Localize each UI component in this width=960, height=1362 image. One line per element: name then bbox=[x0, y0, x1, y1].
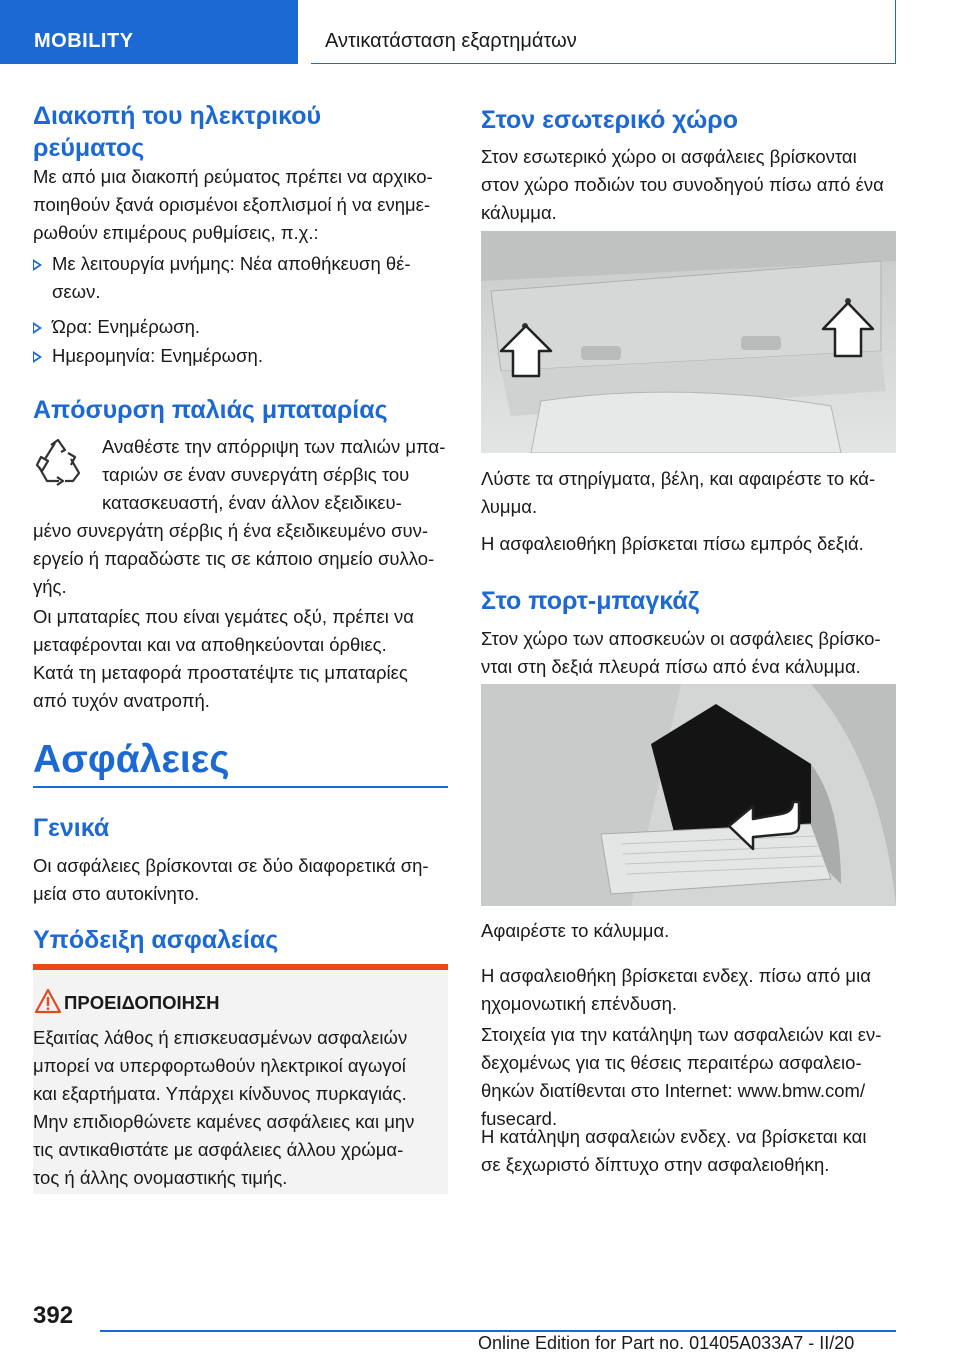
header-title: Αντικατάσταση εξαρτημάτων bbox=[325, 30, 577, 52]
fuses-heading: Ασφάλειες bbox=[33, 738, 230, 781]
trunk-p2: Η ασφαλειοθήκη βρίσκεται ενδεχ. πίσω από μια ηχομονωτική επένδυση. bbox=[481, 965, 871, 1014]
interior-text: Στον εσωτερικό χώρο οι ασφάλειες βρίσκονται στον χώρο ποδιών του συνοδηγού πίσω από ένα κάλυμμα. bbox=[481, 146, 884, 223]
warning-triangle-icon bbox=[34, 988, 62, 1014]
safety-hint-heading: Υπόδειξη ασφαλείας bbox=[33, 926, 279, 954]
footer-edition: Online Edition for Part no. 01405A033A7 - II/20 bbox=[478, 1333, 855, 1353]
header-section-tab bbox=[0, 0, 298, 64]
trunk-fuse-photo bbox=[481, 684, 896, 906]
header-section-label: MOBILITY bbox=[34, 30, 134, 52]
general-heading: Γενικά bbox=[33, 814, 110, 842]
trunk-heading: Στο πορτ-μπαγκάζ bbox=[481, 587, 700, 615]
battery-text-full: μένο συνεργάτη σέρβις ή ένα εξειδικευμένο συν- εργείο ή παραδώστε τις σε κάποιο σημείο συλλο- γής. bbox=[33, 520, 435, 597]
battery-text-2: Οι μπαταρίες που είναι γεμάτες οξύ, πρέπει να μεταφέρονται και να αποθηκεύονται όρθιες. Κατά τη μεταφορά προστατέψτε τις μπαταρίες από τυχόν ανατροπή. bbox=[33, 606, 414, 711]
trunk-text: Στον χώρο των αποσκευών οι ασφάλειες βρίσκο- νται στη δεξιά πλευρά πίσω από ένα κάλυμμα. bbox=[481, 628, 881, 677]
warning-text: Εξαιτίας λάθος ή επισκευασμένων ασφαλειών μπορεί να υπερφορτωθούν ηλεκτρικοί αγωγοί και εξαρτήματα. Υπάρχει κίνδυνος πυρκαγιάς. Μην επιδιορθώνετε καμένες ασφάλειες και μην τις αντικαθιστάτε με ασφάλειες άλλου χρώμα- τος ή άλλης ονομαστικής τιμής. bbox=[33, 1027, 415, 1188]
interior-after-img: Λύστε τα στηρίγματα, βέλη, και αφαιρέστε το κά- λυμμα. bbox=[481, 468, 876, 517]
power-cut-heading: Διακοπή του ηλεκτρικού ρεύματος bbox=[33, 102, 322, 162]
trunk-p4: Η κατάληψη ασφαλειών ενδεχ. να βρίσκεται και σε ξεχωριστό δίπτυχο στην ασφαλειοθήκη. bbox=[481, 1126, 867, 1175]
header-title-box bbox=[311, 0, 896, 64]
trunk-after-img: Αφαιρέστε το κάλυμμα. bbox=[481, 920, 670, 941]
bullet-triangle-icon bbox=[33, 351, 42, 363]
warning-title: ΠΡΟΕΙΔΟΠΟΙΗΣΗ bbox=[64, 992, 220, 1013]
power-cut-text: Με από μια διακοπή ρεύματος πρέπει να αρχικο- ποιηθούν ξανά ορισμένοι εξοπλισμοί ή να ενημε- ρωθούν επιμέρους ρυθμίσεις, π.χ.: bbox=[33, 166, 433, 243]
interior-heading: Στον εσωτερικό χώρο bbox=[481, 106, 739, 134]
section-rule bbox=[33, 786, 448, 788]
general-text: Οι ασφάλειες βρίσκονται σε δύο διαφορετικά ση- μεία στο αυτοκίνητο. bbox=[33, 855, 429, 904]
battery-text-indented: Αναθέστε την απόρριψη των παλιών μπα- ταριών σε έναν συνεργάτη σέρβις του κατασκευαστή, έναν άλλον εξειδικευ- bbox=[102, 436, 446, 513]
recycle-icon bbox=[33, 437, 83, 487]
battery-heading: Απόσυρση παλιάς μπαταρίας bbox=[33, 396, 388, 424]
trunk-p3: Στοιχεία για την κατάληψη των ασφαλειών και εν- δεχομένως για τις θέσεις περαιτέρω ασφαλειο- θηκών διατίθενται στο Internet: www.bmw.com/ fusecard. bbox=[481, 1024, 882, 1129]
bullet-triangle-icon bbox=[33, 259, 42, 271]
page-number: 392 bbox=[33, 1302, 74, 1329]
interior-after-img-2: Η ασφαλειοθήκη βρίσκεται πίσω εμπρός δεξιά. bbox=[481, 533, 864, 554]
footer-rule bbox=[100, 1330, 896, 1332]
bullet-triangle-icon bbox=[33, 322, 42, 334]
interior-fuse-photo bbox=[481, 231, 896, 453]
